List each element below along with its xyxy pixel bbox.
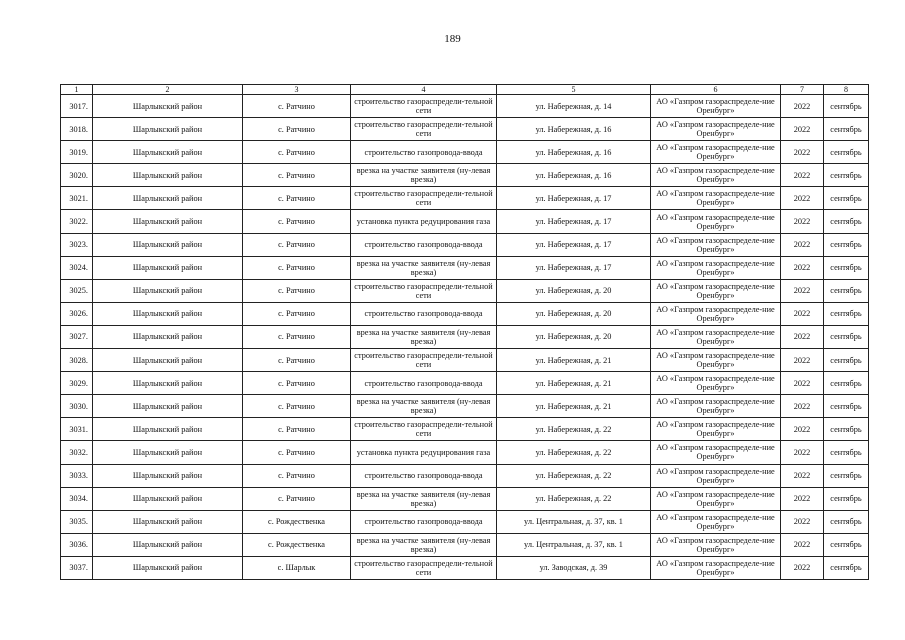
table-row (61, 395, 869, 418)
year-cell: 2022 (781, 510, 824, 533)
district-cell: Шарлыкский район (93, 325, 243, 348)
row-number-cell: 3027. (61, 325, 93, 348)
row-number-cell: 3028. (61, 349, 93, 372)
address-cell: ул. Набережная, д. 22 (497, 418, 651, 441)
locality-cell: с. Ратчино (243, 118, 351, 141)
address-cell: ул. Набережная, д. 22 (497, 487, 651, 510)
district-cell: Шарлыкский район (93, 210, 243, 233)
year-cell: 2022 (781, 325, 824, 348)
district-cell: Шарлыкский район (93, 279, 243, 302)
address-cell: ул. Набережная, д. 17 (497, 210, 651, 233)
month-cell: сентябрь (824, 349, 869, 372)
column-number-row (61, 85, 869, 95)
locality-cell: с. Ратчино (243, 464, 351, 487)
district-cell: Шарлыкский район (93, 556, 243, 579)
locality-cell: с. Ратчино (243, 487, 351, 510)
work-type-cell: строительство газопровода-ввода (351, 302, 497, 325)
gasification-schedule-table (60, 84, 869, 580)
column-header: 7 (781, 85, 824, 95)
month-cell: сентябрь (824, 441, 869, 464)
work-type-cell: строительство газораспредели-тельной сети (351, 279, 497, 302)
month-cell: сентябрь (824, 510, 869, 533)
column-header: 1 (61, 85, 93, 95)
work-type-cell: строительство газораспредели-тельной сети (351, 418, 497, 441)
locality-cell: с. Рождественка (243, 510, 351, 533)
row-number-cell: 3023. (61, 233, 93, 256)
month-cell: сентябрь (824, 187, 869, 210)
month-cell: сентябрь (824, 395, 869, 418)
row-number-cell: 3034. (61, 487, 93, 510)
locality-cell: с. Ратчино (243, 325, 351, 348)
district-cell: Шарлыкский район (93, 118, 243, 141)
table-row (61, 372, 869, 395)
address-cell: ул. Центральная, д. 37, кв. 1 (497, 510, 651, 533)
row-number-cell: 3019. (61, 141, 93, 164)
table-row (61, 533, 869, 556)
year-cell: 2022 (781, 349, 824, 372)
organization-cell: АО «Газпром газораспределе-ние Оренбург» (651, 164, 781, 187)
address-cell: ул. Набережная, д. 16 (497, 141, 651, 164)
work-type-cell: врезка на участке заявителя (ну-левая врезка) (351, 325, 497, 348)
row-number-cell: 3037. (61, 556, 93, 579)
page-number: 189 (444, 33, 461, 45)
column-header: 5 (497, 85, 651, 95)
organization-cell: АО «Газпром газораспределе-ние Оренбург» (651, 325, 781, 348)
organization-cell: АО «Газпром газораспределе-ние Оренбург» (651, 256, 781, 279)
work-type-cell: строительство газораспредели-тельной сети (351, 556, 497, 579)
organization-cell: АО «Газпром газораспределе-ние Оренбург» (651, 95, 781, 118)
month-cell: сентябрь (824, 302, 869, 325)
address-cell: ул. Набережная, д. 20 (497, 325, 651, 348)
organization-cell: АО «Газпром газораспределе-ние Оренбург» (651, 533, 781, 556)
address-cell: ул. Набережная, д. 16 (497, 118, 651, 141)
month-cell: сентябрь (824, 95, 869, 118)
year-cell: 2022 (781, 464, 824, 487)
district-cell: Шарлыкский район (93, 487, 243, 510)
year-cell: 2022 (781, 164, 824, 187)
work-type-cell: врезка на участке заявителя (ну-левая врезка) (351, 487, 497, 510)
column-header: 3 (243, 85, 351, 95)
column-header: 6 (651, 85, 781, 95)
work-type-cell: врезка на участке заявителя (ну-левая врезка) (351, 164, 497, 187)
row-number-cell: 3032. (61, 441, 93, 464)
district-cell: Шарлыкский район (93, 510, 243, 533)
address-cell: ул. Набережная, д. 20 (497, 302, 651, 325)
table-row (61, 256, 869, 279)
address-cell: ул. Набережная, д. 21 (497, 349, 651, 372)
month-cell: сентябрь (824, 372, 869, 395)
address-cell: ул. Центральная, д. 37, кв. 1 (497, 533, 651, 556)
work-type-cell: врезка на участке заявителя (ну-левая врезка) (351, 256, 497, 279)
year-cell: 2022 (781, 441, 824, 464)
district-cell: Шарлыкский район (93, 441, 243, 464)
year-cell: 2022 (781, 256, 824, 279)
district-cell: Шарлыкский район (93, 141, 243, 164)
row-number-cell: 3036. (61, 533, 93, 556)
work-type-cell: строительство газораспредели-тельной сети (351, 118, 497, 141)
address-cell: ул. Набережная, д. 22 (497, 464, 651, 487)
address-cell: ул. Заводская, д. 39 (497, 556, 651, 579)
work-type-cell: врезка на участке заявителя (ну-левая врезка) (351, 395, 497, 418)
address-cell: ул. Набережная, д. 17 (497, 187, 651, 210)
table-row (61, 233, 869, 256)
month-cell: сентябрь (824, 233, 869, 256)
table-row (61, 187, 869, 210)
row-number-cell: 3024. (61, 256, 93, 279)
table-row (61, 141, 869, 164)
address-cell: ул. Набережная, д. 17 (497, 256, 651, 279)
locality-cell: с. Ратчино (243, 233, 351, 256)
row-number-cell: 3018. (61, 118, 93, 141)
locality-cell: с. Ратчино (243, 141, 351, 164)
organization-cell: АО «Газпром газораспределе-ние Оренбург» (651, 395, 781, 418)
locality-cell: с. Ратчино (243, 372, 351, 395)
locality-cell: с. Рождественка (243, 533, 351, 556)
organization-cell: АО «Газпром газораспределе-ние Оренбург» (651, 210, 781, 233)
year-cell: 2022 (781, 372, 824, 395)
work-type-cell: строительство газопровода-ввода (351, 233, 497, 256)
address-cell: ул. Набережная, д. 16 (497, 164, 651, 187)
row-number-cell: 3020. (61, 164, 93, 187)
month-cell: сентябрь (824, 256, 869, 279)
locality-cell: с. Ратчино (243, 302, 351, 325)
year-cell: 2022 (781, 418, 824, 441)
organization-cell: АО «Газпром газораспределе-ние Оренбург» (651, 372, 781, 395)
row-number-cell: 3021. (61, 187, 93, 210)
table-row (61, 164, 869, 187)
locality-cell: с. Шарлык (243, 556, 351, 579)
year-cell: 2022 (781, 187, 824, 210)
district-cell: Шарлыкский район (93, 395, 243, 418)
row-number-cell: 3022. (61, 210, 93, 233)
locality-cell: с. Ратчино (243, 279, 351, 302)
table-row (61, 279, 869, 302)
organization-cell: АО «Газпром газораспределе-ние Оренбург» (651, 418, 781, 441)
table-row (61, 95, 869, 118)
organization-cell: АО «Газпром газораспределе-ние Оренбург» (651, 233, 781, 256)
month-cell: сентябрь (824, 210, 869, 233)
locality-cell: с. Ратчино (243, 418, 351, 441)
address-cell: ул. Набережная, д. 22 (497, 441, 651, 464)
district-cell: Шарлыкский район (93, 302, 243, 325)
district-cell: Шарлыкский район (93, 418, 243, 441)
table-row (61, 418, 869, 441)
column-header: 2 (93, 85, 243, 95)
month-cell: сентябрь (824, 141, 869, 164)
column-header: 8 (824, 85, 869, 95)
district-cell: Шарлыкский район (93, 95, 243, 118)
organization-cell: АО «Газпром газораспределе-ние Оренбург» (651, 464, 781, 487)
year-cell: 2022 (781, 302, 824, 325)
month-cell: сентябрь (824, 164, 869, 187)
row-number-cell: 3029. (61, 372, 93, 395)
address-cell: ул. Набережная, д. 21 (497, 372, 651, 395)
year-cell: 2022 (781, 210, 824, 233)
organization-cell: АО «Газпром газораспределе-ние Оренбург» (651, 349, 781, 372)
organization-cell: АО «Газпром газораспределе-ние Оренбург» (651, 141, 781, 164)
locality-cell: с. Ратчино (243, 441, 351, 464)
locality-cell: с. Ратчино (243, 187, 351, 210)
row-number-cell: 3031. (61, 418, 93, 441)
row-number-cell: 3017. (61, 95, 93, 118)
row-number-cell: 3033. (61, 464, 93, 487)
month-cell: сентябрь (824, 533, 869, 556)
table-row (61, 325, 869, 348)
organization-cell: АО «Газпром газораспределе-ние Оренбург» (651, 510, 781, 533)
locality-cell: с. Ратчино (243, 95, 351, 118)
table-row (61, 118, 869, 141)
organization-cell: АО «Газпром газораспределе-ние Оренбург» (651, 302, 781, 325)
district-cell: Шарлыкский район (93, 233, 243, 256)
work-type-cell: строительство газопровода-ввода (351, 372, 497, 395)
work-type-cell: строительство газопровода-ввода (351, 464, 497, 487)
work-type-cell: строительство газораспредели-тельной сети (351, 95, 497, 118)
district-cell: Шарлыкский район (93, 349, 243, 372)
locality-cell: с. Ратчино (243, 349, 351, 372)
table-row (61, 510, 869, 533)
work-type-cell: строительство газораспредели-тельной сети (351, 349, 497, 372)
organization-cell: АО «Газпром газораспределе-ние Оренбург» (651, 279, 781, 302)
table-row (61, 556, 869, 579)
table-row (61, 349, 869, 372)
month-cell: сентябрь (824, 556, 869, 579)
row-number-cell: 3026. (61, 302, 93, 325)
year-cell: 2022 (781, 395, 824, 418)
month-cell: сентябрь (824, 118, 869, 141)
locality-cell: с. Ратчино (243, 210, 351, 233)
organization-cell: АО «Газпром газораспределе-ние Оренбург» (651, 556, 781, 579)
year-cell: 2022 (781, 141, 824, 164)
locality-cell: с. Ратчино (243, 395, 351, 418)
district-cell: Шарлыкский район (93, 464, 243, 487)
year-cell: 2022 (781, 279, 824, 302)
table-row (61, 464, 869, 487)
work-type-cell: установка пункта редуцирования газа (351, 441, 497, 464)
table-row (61, 487, 869, 510)
table-row (61, 441, 869, 464)
district-cell: Шарлыкский район (93, 187, 243, 210)
organization-cell: АО «Газпром газораспределе-ние Оренбург» (651, 441, 781, 464)
locality-cell: с. Ратчино (243, 164, 351, 187)
address-cell: ул. Набережная, д. 20 (497, 279, 651, 302)
year-cell: 2022 (781, 533, 824, 556)
table-body (61, 95, 869, 580)
month-cell: сентябрь (824, 325, 869, 348)
address-cell: ул. Набережная, д. 14 (497, 95, 651, 118)
year-cell: 2022 (781, 95, 824, 118)
district-cell: Шарлыкский район (93, 256, 243, 279)
locality-cell: с. Ратчино (243, 256, 351, 279)
organization-cell: АО «Газпром газораспределе-ние Оренбург» (651, 118, 781, 141)
year-cell: 2022 (781, 233, 824, 256)
work-type-cell: установка пункта редуцирования газа (351, 210, 497, 233)
month-cell: сентябрь (824, 464, 869, 487)
month-cell: сентябрь (824, 279, 869, 302)
work-type-cell: строительство газораспредели-тельной сети (351, 187, 497, 210)
column-header: 4 (351, 85, 497, 95)
table-row (61, 210, 869, 233)
address-cell: ул. Набережная, д. 17 (497, 233, 651, 256)
work-type-cell: строительство газопровода-ввода (351, 141, 497, 164)
year-cell: 2022 (781, 487, 824, 510)
work-type-cell: строительство газопровода-ввода (351, 510, 497, 533)
address-cell: ул. Набережная, д. 21 (497, 395, 651, 418)
year-cell: 2022 (781, 118, 824, 141)
district-cell: Шарлыкский район (93, 372, 243, 395)
year-cell: 2022 (781, 556, 824, 579)
work-type-cell: врезка на участке заявителя (ну-левая врезка) (351, 533, 497, 556)
month-cell: сентябрь (824, 487, 869, 510)
table-row (61, 302, 869, 325)
row-number-cell: 3030. (61, 395, 93, 418)
organization-cell: АО «Газпром газораспределе-ние Оренбург» (651, 487, 781, 510)
district-cell: Шарлыкский район (93, 164, 243, 187)
row-number-cell: 3025. (61, 279, 93, 302)
row-number-cell: 3035. (61, 510, 93, 533)
district-cell: Шарлыкский район (93, 533, 243, 556)
month-cell: сентябрь (824, 418, 869, 441)
organization-cell: АО «Газпром газораспределе-ние Оренбург» (651, 187, 781, 210)
